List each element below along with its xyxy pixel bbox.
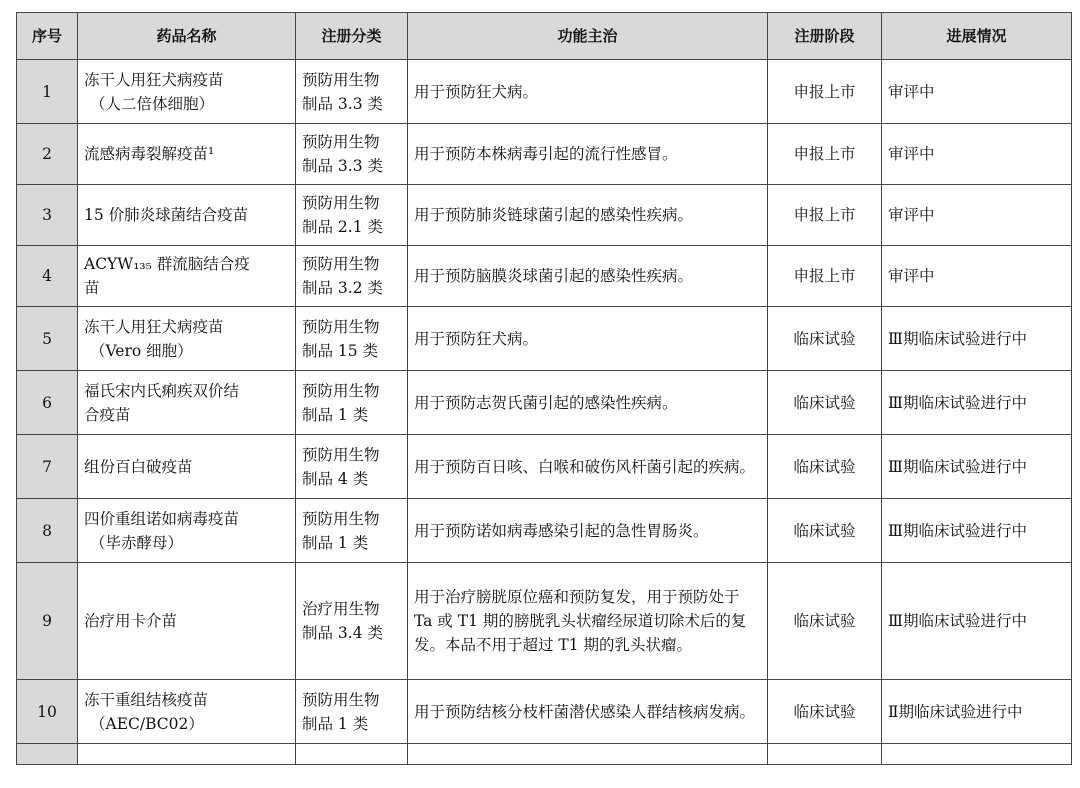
registration-stage: 临床试验 (768, 563, 882, 680)
registration-category: 预防用生物 制品 3.3 类 (296, 124, 408, 185)
drug-name: 四价重组诺如病毒疫苗 （毕赤酵母） (78, 499, 296, 563)
drug-name: 流感病毒裂解疫苗¹ (78, 124, 296, 185)
row-number: 7 (17, 435, 78, 499)
table-row (17, 246, 1072, 307)
header-name: 药品名称 (78, 13, 296, 60)
indication: 用于预防狂犬病。 (408, 60, 768, 124)
registration-category: 预防用生物 制品 15 类 (296, 307, 408, 371)
row-number: 8 (17, 499, 78, 563)
row-number: 3 (17, 185, 78, 246)
row-number: 9 (17, 563, 78, 680)
table-row (17, 680, 1072, 744)
drug-name: 冻干重组结核疫苗 （AEC/BC02） (78, 680, 296, 744)
progress-status: Ⅲ期临床试验进行中 (882, 307, 1072, 371)
indication: 用于预防百日咳、白喉和破伤风杆菌引起的疾病。 (408, 435, 768, 499)
row-number: 4 (17, 246, 78, 307)
registration-category: 预防用生物 制品 3.2 类 (296, 246, 408, 307)
indication: 用于预防脑膜炎球菌引起的感染性疾病。 (408, 246, 768, 307)
indication: 用于预防肺炎链球菌引起的感染性疾病。 (408, 185, 768, 246)
drug-name: ACYW₁₃₅ 群流脑结合疫 苗 (78, 246, 296, 307)
table-row (17, 371, 1072, 435)
registration-category: 预防用生物 制品 1 类 (296, 680, 408, 744)
table-header-row (17, 13, 1072, 60)
row-number: 2 (17, 124, 78, 185)
registration-stage: 申报上市 (768, 185, 882, 246)
progress-status: Ⅲ期临床试验进行中 (882, 499, 1072, 563)
progress-status: Ⅲ期临床试验进行中 (882, 371, 1072, 435)
progress-status: Ⅱ期临床试验进行中 (882, 680, 1072, 744)
indication: 用于预防志贺氏菌引起的感染性疾病。 (408, 371, 768, 435)
drug-name: 冻干人用狂犬病疫苗 （人二倍体细胞） (78, 60, 296, 124)
table-row (17, 563, 1072, 680)
registration-category: 预防用生物 制品 2.1 类 (296, 185, 408, 246)
row-number: 5 (17, 307, 78, 371)
header-progress: 进展情况 (882, 13, 1072, 60)
indication: 用于预防结核分枝杆菌潜伏感染人群结核病发病。 (408, 680, 768, 744)
registration-stage: 申报上市 (768, 60, 882, 124)
table-row (17, 499, 1072, 563)
progress-status: 审评中 (882, 60, 1072, 124)
registration-category: 预防用生物 制品 1 类 (296, 371, 408, 435)
registration-stage: 临床试验 (768, 435, 882, 499)
header-category: 注册分类 (296, 13, 408, 60)
indication: 用于预防本株病毒引起的流行性感冒。 (408, 124, 768, 185)
registration-category: 预防用生物 制品 4 类 (296, 435, 408, 499)
progress-status: 审评中 (882, 124, 1072, 185)
registration-stage: 临床试验 (768, 499, 882, 563)
header-no: 序号 (17, 13, 78, 60)
registration-stage (768, 744, 882, 765)
progress-status: Ⅲ期临床试验进行中 (882, 435, 1072, 499)
progress-status: 审评中 (882, 246, 1072, 307)
registration-stage: 申报上市 (768, 124, 882, 185)
row-number: 1 (17, 60, 78, 124)
table-row (17, 185, 1072, 246)
table-row-partial (17, 744, 1072, 765)
indication: 用于预防诺如病毒感染引起的急性胃肠炎。 (408, 499, 768, 563)
drug-name (78, 744, 296, 765)
table-row (17, 307, 1072, 371)
registration-category: 治疗用生物 制品 3.4 类 (296, 563, 408, 680)
indication (408, 744, 768, 765)
table-row (17, 60, 1072, 124)
drug-pipeline-table (16, 12, 1072, 765)
progress-status: Ⅲ期临床试验进行中 (882, 563, 1072, 680)
indication: 用于预防狂犬病。 (408, 307, 768, 371)
indication: 用于治疗膀胱原位癌和预防复发，用于预防处于 Ta 或 T1 期的膀胱乳头状瘤经尿道切除术后的复发。本品不用于超过 T1 期的乳头状瘤。 (408, 563, 768, 680)
progress-status: 审评中 (882, 185, 1072, 246)
drug-name: 治疗用卡介苗 (78, 563, 296, 680)
header-indication: 功能主治 (408, 13, 768, 60)
registration-stage: 临床试验 (768, 371, 882, 435)
registration-category: 预防用生物 制品 1 类 (296, 499, 408, 563)
row-number (17, 744, 78, 765)
drug-name: 福氏宋内氏痢疾双价结 合疫苗 (78, 371, 296, 435)
registration-category: 预防用生物 制品 3.3 类 (296, 60, 408, 124)
progress-status (882, 744, 1072, 765)
table-row (17, 435, 1072, 499)
row-number: 6 (17, 371, 78, 435)
header-stage: 注册阶段 (768, 13, 882, 60)
drug-name: 冻干人用狂犬病疫苗 （Vero 细胞） (78, 307, 296, 371)
drug-name: 组份百白破疫苗 (78, 435, 296, 499)
table-row (17, 124, 1072, 185)
drug-name: 15 价肺炎球菌结合疫苗 (78, 185, 296, 246)
row-number: 10 (17, 680, 78, 744)
registration-stage: 申报上市 (768, 246, 882, 307)
registration-stage: 临床试验 (768, 680, 882, 744)
registration-stage: 临床试验 (768, 307, 882, 371)
registration-category (296, 744, 408, 765)
